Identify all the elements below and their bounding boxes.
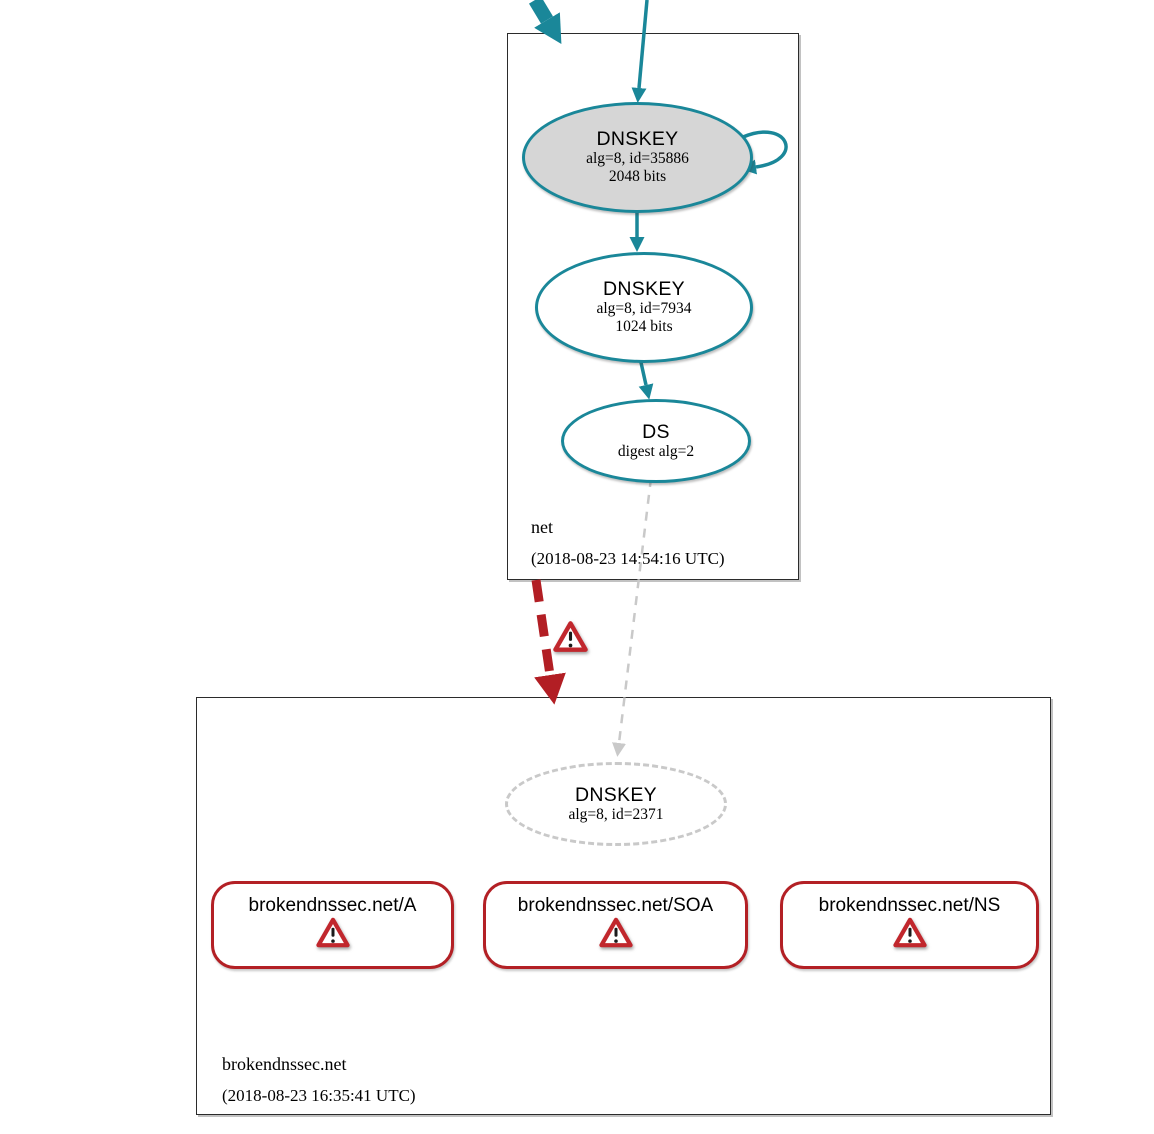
warning-icon [893, 917, 927, 948]
node-dnskey-2371[interactable] [505, 762, 727, 846]
node-title: DNSKEY [575, 783, 657, 806]
rrset-label: brokendnssec.net/NS [818, 895, 1001, 916]
node-detail: digest alg=2 [617, 442, 695, 460]
edge-bogus-delegation-arrow [536, 580, 550, 675]
node-detail: alg=8, id=35886 [586, 150, 689, 167]
node-detail: alg=8, id=7934 [596, 300, 692, 317]
warning-icon [316, 917, 350, 948]
edge-ds-to-child-dnskey-dashed [619, 478, 651, 743]
edge-parent-trust-arrow [639, 0, 647, 88]
rrset-brokendnssec-net-ns[interactable] [780, 881, 1039, 969]
node-dnskey-7934[interactable] [535, 252, 753, 363]
zone-timestamp: (2018-08-23 14:54:16 UTC) [531, 549, 725, 568]
node-dnskey-35886[interactable] [522, 102, 753, 213]
node-title: DNSKEY [596, 128, 679, 150]
node-title: DNSKEY [603, 278, 685, 300]
zone-name: net [531, 517, 553, 537]
warning-icon [553, 620, 588, 653]
node-detail: alg=8, id=2371 [568, 805, 664, 823]
node-detail: 1024 bits [615, 318, 673, 335]
rrset-label: brokendnssec.net/A [248, 895, 417, 916]
warning-icon [599, 917, 633, 948]
rrset-label: brokendnssec.net/SOA [517, 895, 714, 916]
rrset-brokendnssec-net-soa[interactable] [483, 881, 748, 969]
zone-name: brokendnssec.net [222, 1054, 347, 1074]
edge-parent-delegation-arrow [535, 0, 547, 20]
rrset-brokendnssec-net-a[interactable] [211, 881, 454, 969]
zone-timestamp: (2018-08-23 16:35:41 UTC) [222, 1086, 416, 1105]
node-detail: 2048 bits [608, 168, 667, 185]
node-title: DS [642, 420, 670, 443]
node-ds[interactable] [561, 399, 751, 483]
